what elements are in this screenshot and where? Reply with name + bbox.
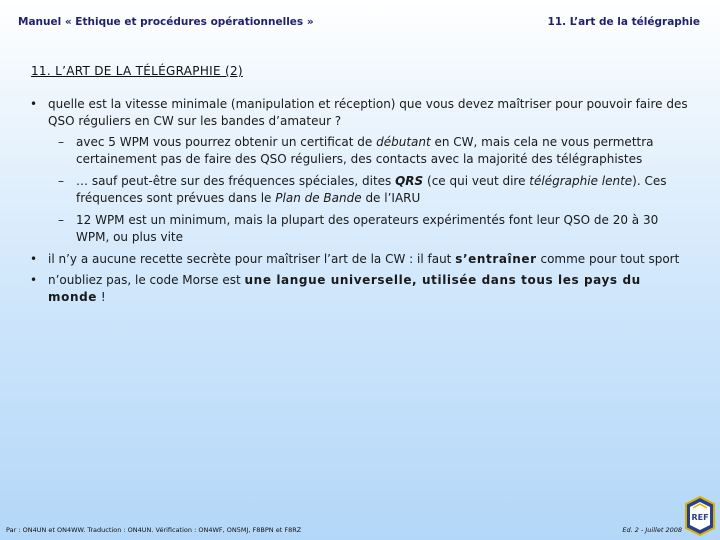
sub-item-qrs <box>30 173 690 207</box>
bullet2-text-a: il n’y a aucune recette secrète pour maîtriser l’art de la CW : il faut <box>48 252 456 266</box>
footer-credits: Par : ON4UN et ON4WW. Traduction : ON4UN. Vérification : ON4WF, ON5MJ, F8BPN et F8RZ <box>6 526 302 534</box>
bullet2-text-b: comme pour tout sport <box>536 252 680 266</box>
sub2-text-a: … sauf peut-être sur des fréquences spéciales, dites <box>76 174 396 188</box>
sub2-text-d: de l’IARU <box>361 191 421 205</box>
logo-text: REF <box>691 513 709 522</box>
header-manual-title: Manuel « Ethique et procédures opérationnelles » <box>18 16 314 28</box>
sub2-text-b: (ce qui veut dire <box>423 174 530 188</box>
sub1-text-a: avec 5 WPM vous pourrez obtenir un certificat de <box>76 135 377 149</box>
bullet3-bold: une langue universelle, utilisée dans tous les pays du monde <box>48 273 641 304</box>
ref-logo <box>684 496 716 536</box>
footer-edition: Ed. 2 - Juillet 2008 <box>622 526 682 534</box>
plan-de-bande: Plan de Bande <box>275 191 362 205</box>
page-title: 11. L’ART DE LA TÉLÉGRAPHIE (2) <box>31 64 243 78</box>
bullet2-bold: s’entraîner <box>455 252 537 266</box>
list-item-practice <box>30 251 690 268</box>
bullet1-text: quelle est la vitesse minimale (manipulation et réception) que vous devez maîtriser pour pouvoir faire des QSO réguliers en CW sur les bandes d’amateur ? <box>48 97 688 128</box>
sub3-text: 12 WPM est un minimum, mais la plupart des operateurs expérimentés font leur QSO de 20 à 30 WPM, ou plus vite <box>76 213 659 244</box>
content-list <box>30 96 690 310</box>
qrs-term: QRS <box>395 174 424 188</box>
header-chapter-title: 11. L’art de la télégraphie <box>547 16 700 28</box>
sub-item-5wpm <box>30 134 690 168</box>
list-item-speed <box>30 96 690 130</box>
list-item-morse <box>30 272 690 306</box>
sub2-emphasis: télégraphie lente <box>529 174 633 188</box>
bullet3-text-b: ! <box>97 290 106 304</box>
bullet3-text-a: n’oubliez pas, le code Morse est <box>48 273 245 287</box>
sub-item-12wpm <box>30 212 690 246</box>
sub1-emphasis: débutant <box>376 135 431 149</box>
sub2-text-c: ). Ces fréquences sont prévues dans le <box>76 174 667 205</box>
sub1-text-b: en CW, mais cela ne vous permettra certainement pas de faire des QSO réguliers, des contacts avec la majorité des télégraphistes <box>76 135 654 166</box>
